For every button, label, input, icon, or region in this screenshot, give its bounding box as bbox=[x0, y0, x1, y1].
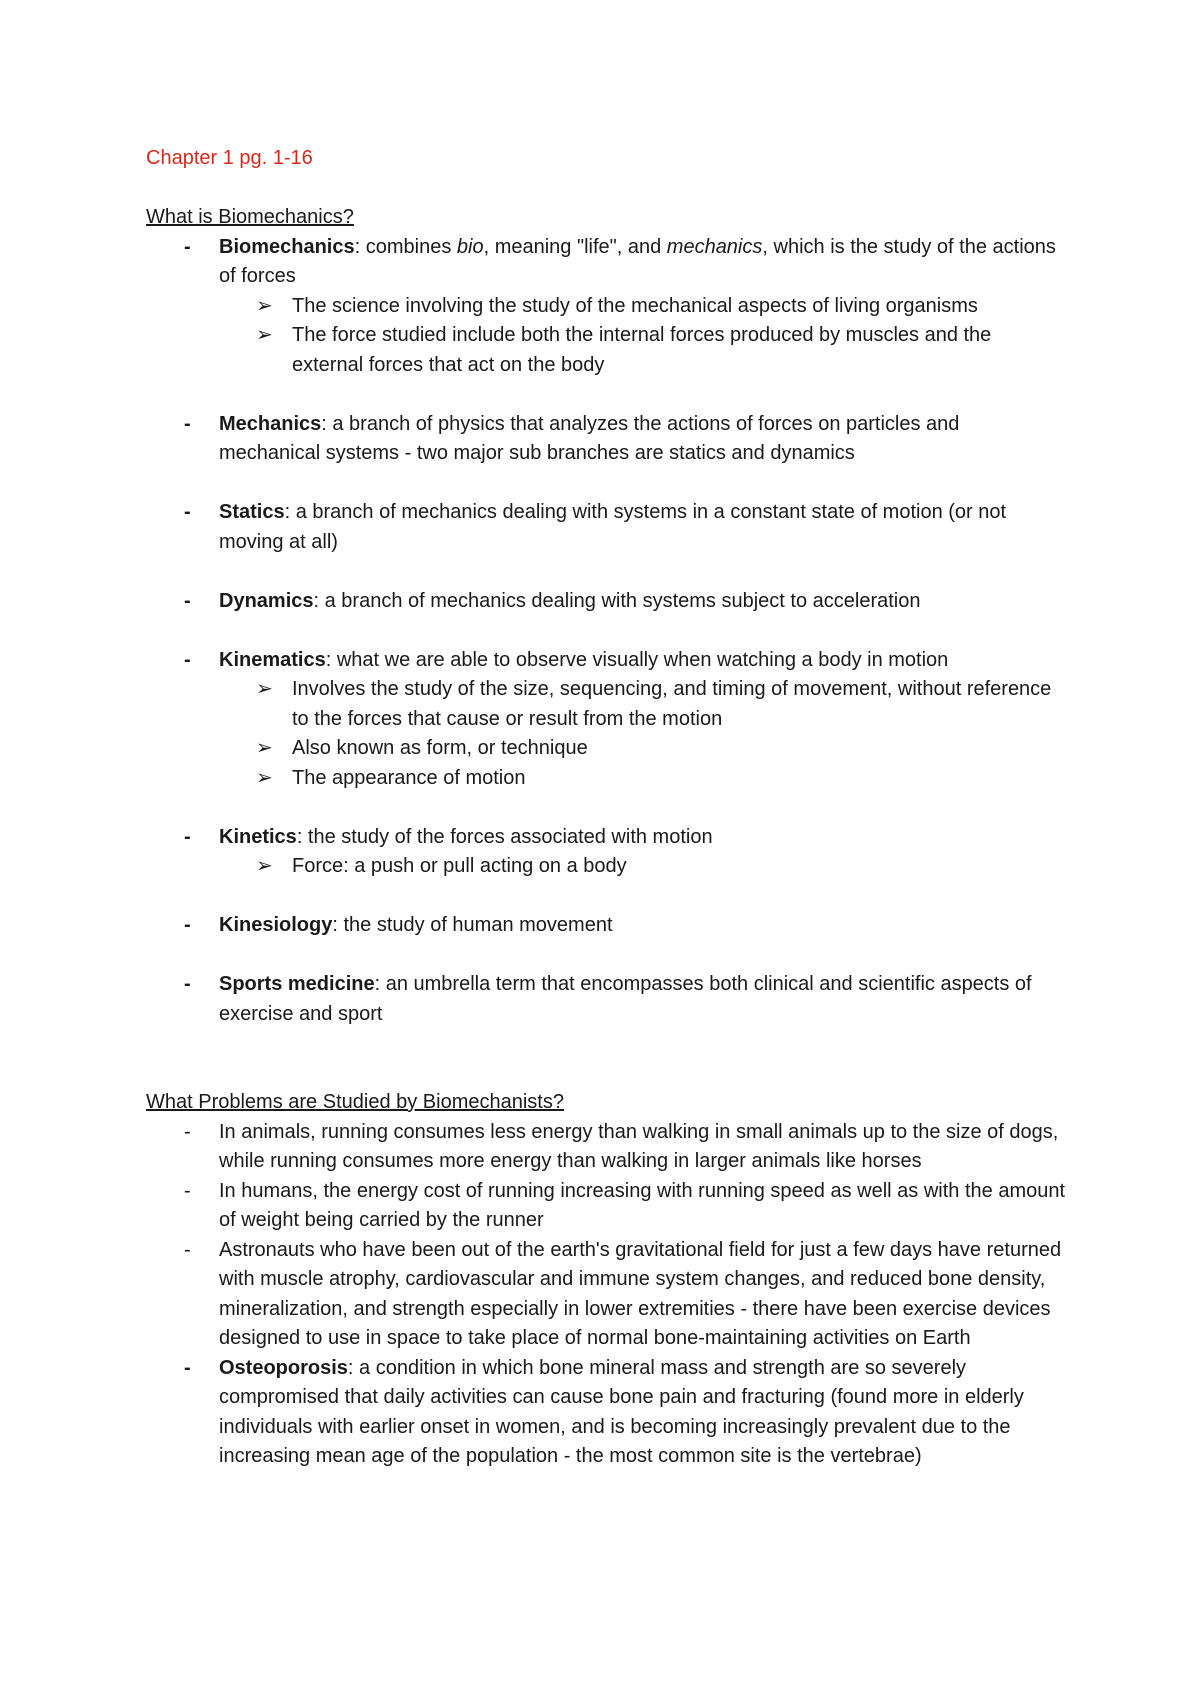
term-osteoporosis: Osteoporosis bbox=[219, 1356, 348, 1379]
sub-item bbox=[146, 764, 1066, 794]
list-item-kinetics bbox=[146, 823, 1066, 853]
list-item bbox=[146, 1236, 1066, 1354]
definition-text: : a branch of mechanics dealing with systems in a constant state of motion (or not moving at all) bbox=[219, 501, 1007, 553]
italic-word-bio: bio bbox=[456, 235, 484, 258]
italic-word-mechanics: mechanics bbox=[666, 235, 763, 258]
definition-text: : a condition in which bone mineral mass and strength are so severely compromised that daily activities can cause bone pain and fracturing (found more in elderly individuals with earlier onset in women, and is becoming increasingly prevalent due to the increasing mean age of the population - the most common site is the vertebrae) bbox=[219, 1356, 1024, 1467]
list-item-dynamics bbox=[146, 587, 1066, 617]
arrow-bullet-icon: ➢ bbox=[256, 855, 273, 877]
dash-bullet: - bbox=[184, 1120, 191, 1143]
sub-item-text: Force: a push or pull acting on a body bbox=[292, 855, 627, 877]
definition-text: : the study of the forces associated with motion bbox=[296, 825, 713, 848]
term-biomechanics: Biomechanics bbox=[219, 235, 355, 258]
dash-bullet: - bbox=[184, 589, 191, 612]
definition-text: : a branch of mechanics dealing with systems subject to acceleration bbox=[313, 589, 921, 612]
definition-text: : an umbrella term that encompasses both clinical and scientific aspects of exercise and sport bbox=[219, 973, 1032, 1025]
list-item-text: Astronauts who have been out of the earth's gravitational field for just a few days have returned with muscle atrophy, cardiovascular and immune system changes, and reduced bone density, mineralization, and strength especially in lower extremities - there have been exercise devices designed to use in space to take place of normal bone-maintaining activities on Earth bbox=[219, 1238, 1062, 1349]
list-item-text: In animals, running consumes less energy than walking in small animals up to the size of dogs, while running consumes more energy than walking in larger animals like horses bbox=[219, 1120, 1059, 1172]
sub-item-text: Also known as form, or technique bbox=[292, 737, 588, 759]
arrow-bullet-icon: ➢ bbox=[256, 737, 273, 759]
sub-item-text: Involves the study of the size, sequencing, and timing of movement, without reference to the forces that cause or result from the motion bbox=[292, 678, 1052, 730]
term-mechanics: Mechanics bbox=[219, 412, 322, 435]
dash-bullet: - bbox=[184, 501, 191, 523]
list-item-sports-medicine bbox=[146, 970, 1066, 1029]
section-heading-what-is-biomechanics: What is Biomechanics? bbox=[146, 206, 354, 228]
list-item-osteoporosis bbox=[146, 1354, 1066, 1472]
sub-item bbox=[146, 292, 1066, 322]
list-item bbox=[146, 1118, 1066, 1177]
term-kinematics: Kinematics bbox=[219, 648, 326, 671]
definition-text: : what we are able to observe visually when watching a body in motion bbox=[325, 648, 949, 671]
sub-item-text: The force studied include both the internal forces produced by muscles and the external forces that act on the body bbox=[292, 324, 992, 376]
document-page bbox=[146, 144, 1066, 1472]
arrow-bullet-icon: ➢ bbox=[256, 324, 273, 346]
definition-text: : the study of human movement bbox=[332, 914, 613, 936]
term-statics: Statics bbox=[219, 501, 285, 523]
list-item-mechanics bbox=[146, 410, 1066, 469]
dash-bullet: - bbox=[184, 1238, 191, 1261]
definition-text: : combines bbox=[354, 235, 457, 258]
list-item-text: In humans, the energy cost of running increasing with running speed as well as with the amount of weight being carried by the runner bbox=[219, 1179, 1066, 1231]
dash-bullet: - bbox=[184, 1356, 191, 1379]
definition-text: , meaning "life", and bbox=[483, 235, 667, 258]
list-item bbox=[146, 1177, 1066, 1236]
term-kinesiology: Kinesiology bbox=[219, 914, 333, 936]
term-dynamics: Dynamics bbox=[219, 589, 314, 612]
dash-bullet: - bbox=[184, 914, 191, 936]
definition-text: , which is the study of the actions of forces bbox=[219, 235, 1056, 287]
definition-text: : a branch of physics that analyzes the actions of forces on particles and mechanical systems - two major sub branches are statics and dynamics bbox=[219, 412, 960, 464]
chapter-title: Chapter 1 pg. 1-16 bbox=[146, 147, 313, 169]
dash-bullet: - bbox=[184, 235, 191, 258]
term-kinetics: Kinetics bbox=[219, 825, 297, 848]
dash-bullet: - bbox=[184, 973, 191, 995]
sub-item bbox=[146, 675, 1066, 734]
sub-item bbox=[146, 734, 1066, 764]
arrow-bullet-icon: ➢ bbox=[256, 766, 273, 789]
arrow-bullet-icon: ➢ bbox=[256, 678, 273, 700]
dash-bullet: - bbox=[184, 825, 191, 848]
dash-bullet: - bbox=[184, 648, 191, 671]
list-item-kinesiology bbox=[146, 911, 1066, 941]
list-item-kinematics bbox=[146, 646, 1066, 676]
sub-item-text: The science involving the study of the mechanical aspects of living organisms bbox=[292, 294, 978, 317]
term-sports-medicine: Sports medicine bbox=[219, 973, 375, 995]
sub-item bbox=[146, 852, 1066, 882]
list-item-statics bbox=[146, 498, 1066, 557]
sub-item bbox=[146, 321, 1066, 380]
dash-bullet: - bbox=[184, 412, 191, 435]
arrow-bullet-icon: ➢ bbox=[256, 294, 273, 317]
dash-bullet: - bbox=[184, 1179, 191, 1202]
sub-item-text: The appearance of motion bbox=[292, 766, 526, 789]
section-heading-problems-studied: What Problems are Studied by Biomechanists? bbox=[146, 1091, 564, 1113]
list-item-biomechanics bbox=[146, 233, 1066, 292]
